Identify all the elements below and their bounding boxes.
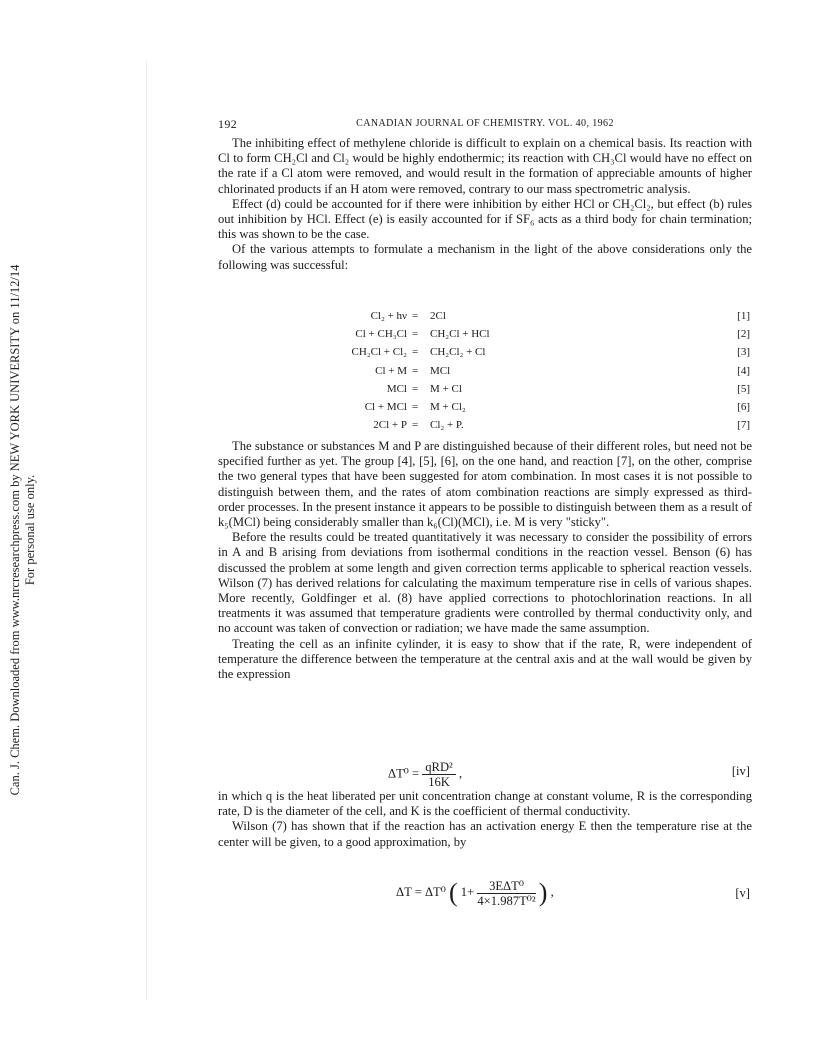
eq-v-fraction <box>477 879 535 908</box>
reaction-rhs: MCl <box>430 364 451 377</box>
eq-v-paren-close: ) <box>538 878 548 907</box>
reaction-row <box>218 419 752 433</box>
paragraph-8: Wilson (7) has shown that if the reaction has an activation energy E then the temperature rise at the center will be given, to a good approximation, by <box>218 819 752 849</box>
eq-iv-lhs: ΔT⁰ = <box>388 766 420 781</box>
watermark-line-2: For personal use only. <box>23 474 37 586</box>
download-watermark <box>8 140 48 920</box>
reaction-equals: = <box>412 401 419 413</box>
body-top <box>218 136 752 273</box>
eq-v-one-plus: 1+ <box>460 884 475 899</box>
reaction-equals: = <box>412 364 419 377</box>
reaction-lhs: Cl + MCl <box>364 401 407 413</box>
reaction-rhs: 2Cl <box>430 310 446 322</box>
paragraph-7: in which q is the heat liberated per unit concentration change at constant volume, R is the corresponding rate, D is the diameter of the cell, and K is the coefficient of thermal conductivity. <box>218 789 752 819</box>
reaction-lhs: Cl + CH₃Cl <box>355 328 407 341</box>
equation-iv <box>218 752 752 789</box>
reaction-tag: [6] <box>737 401 750 413</box>
eq-v-numerator: 3EΔT⁰ <box>477 879 535 894</box>
reaction-lhs: MCl <box>386 382 407 395</box>
paragraph-3: Of the various attempts to formulate a mechanism in the light of the above considerations only the following was successful: <box>218 242 752 272</box>
reaction-tag: [4] <box>737 364 750 377</box>
eq-iv-tag: [iv] <box>731 764 750 778</box>
reaction-tag: [5] <box>737 382 750 395</box>
reaction-rhs: M + Cl₂ <box>430 401 466 413</box>
reaction-equals: = <box>412 382 419 395</box>
reaction-row <box>218 328 752 342</box>
eq-v-lhs: ΔT = ΔT⁰ <box>396 884 446 899</box>
eq-iv-fraction <box>422 760 456 789</box>
reaction-equals: = <box>412 419 419 432</box>
watermark-line-1: Can. J. Chem. Downloaded from www.nrcresearchpress.com by NEW YORK UNIVERSITY on 11/12/14 <box>8 264 22 796</box>
paragraph-2: Effect (d) could be accounted for if there were inhibition by either HCl or CH₂Cl₂, but effect (b) rules out inhibition by HCl. Effect (e) is easily accounted for if SF₆ acts as a third body for chain termination; this was shown to be the case. <box>218 196 752 242</box>
reaction-row <box>218 383 752 397</box>
reaction-lhs: 2Cl + P <box>373 419 407 432</box>
reaction-tag: [2] <box>737 328 750 341</box>
paragraph-6: Treating the cell as an infinite cylinder, it is easy to show that if the rate, R, were independent of temperature the difference between the temperature at the central axis and at the wall would be given by the expression <box>218 636 752 682</box>
reaction-equals: = <box>412 328 419 341</box>
reaction-row <box>218 401 752 415</box>
page-number: 192 <box>218 117 238 131</box>
body-middle <box>218 439 752 682</box>
eq-iv-suffix: , <box>458 766 463 781</box>
reaction-rhs: Cl₂ + P. <box>430 419 464 432</box>
reaction-tag: [1] <box>737 310 750 322</box>
reaction-rhs: CH₂Cl + HCl <box>430 328 490 341</box>
eq-iv-denominator: 16K <box>428 775 450 789</box>
body-bottom <box>218 789 752 850</box>
reaction-lhs: Cl₂ + hν <box>370 310 407 322</box>
reaction-rhs: M + Cl <box>430 382 462 395</box>
margin-rule <box>146 60 147 1000</box>
reaction-lhs: CH₂Cl + Cl₂ <box>351 346 407 359</box>
eq-v-paren-open: ( <box>448 878 458 907</box>
reaction-row <box>218 310 752 324</box>
running-header <box>218 117 752 133</box>
eq-v-tag: [v] <box>735 886 750 900</box>
paragraph-5: Before the results could be treated quantitatively it was necessary to consider the possibility of errors in A and B arising from deviations from isothermal conditions in the reaction vessel. Benson (6) has discussed the problem at some length and given correction terms applicable to spherical reaction vessels. Wilson (7) has derived relations for calculating the maximum temperature rise in cells of various shapes. More recently, Goldfinger et al. (8) have applied corrections to photochlorination reactions. In all treatments it was assumed that temperature gradients were controlled by thermal conductivity only, and no account was taken of convection or radiation; we have made the same assumption. <box>218 530 752 636</box>
eq-iv-numerator: qRD² <box>422 760 456 775</box>
paragraph-4: The substance or substances M and P are distinguished because of their different roles, but need not be specified further as yet. The group [4], [5], [6], on the one hand, and reaction [7], on the other, comprise the two general types that have been suggested for atom combination. In most cases it is not possible to distinguish between them, and the rates of atom combination reactions are simply expressed as third-order processes. In the present instance it appears to be possible to distinguish between them as a result of k₅(MCl) being considerably smaller than k₆(Cl)(MCl), i.e. M is very "sticky". <box>218 439 752 530</box>
eq-v-denominator: 4×1.987T⁰² <box>477 893 536 908</box>
reaction-tag: [3] <box>737 346 750 359</box>
reaction-rhs: CH₂Cl₂ + Cl <box>430 346 486 359</box>
reaction-tag: [7] <box>737 419 750 432</box>
reaction-equals: = <box>412 310 419 322</box>
paragraph-1: The inhibiting effect of methylene chloride is difficult to explain on a chemical basis. Its reaction with Cl to form CH₂Cl and Cl₂ would be highly endothermic; its reaction with CH₃Cl would have no effect on the rate if a Cl atom were removed, and would result in the formation of appreciable amounts of higher chlorinated products if an H atom were removed, contrary to our mass spectrometric analysis. <box>218 136 752 196</box>
reaction-equals: = <box>412 346 419 359</box>
reaction-lhs: Cl + M <box>375 364 407 377</box>
reaction-row <box>218 365 752 379</box>
equation-v <box>218 872 752 912</box>
reaction-row <box>218 346 752 360</box>
running-title: CANADIAN JOURNAL OF CHEMISTRY. VOL. 40, 1962 <box>356 118 614 129</box>
eq-v-suffix: , <box>550 884 554 899</box>
